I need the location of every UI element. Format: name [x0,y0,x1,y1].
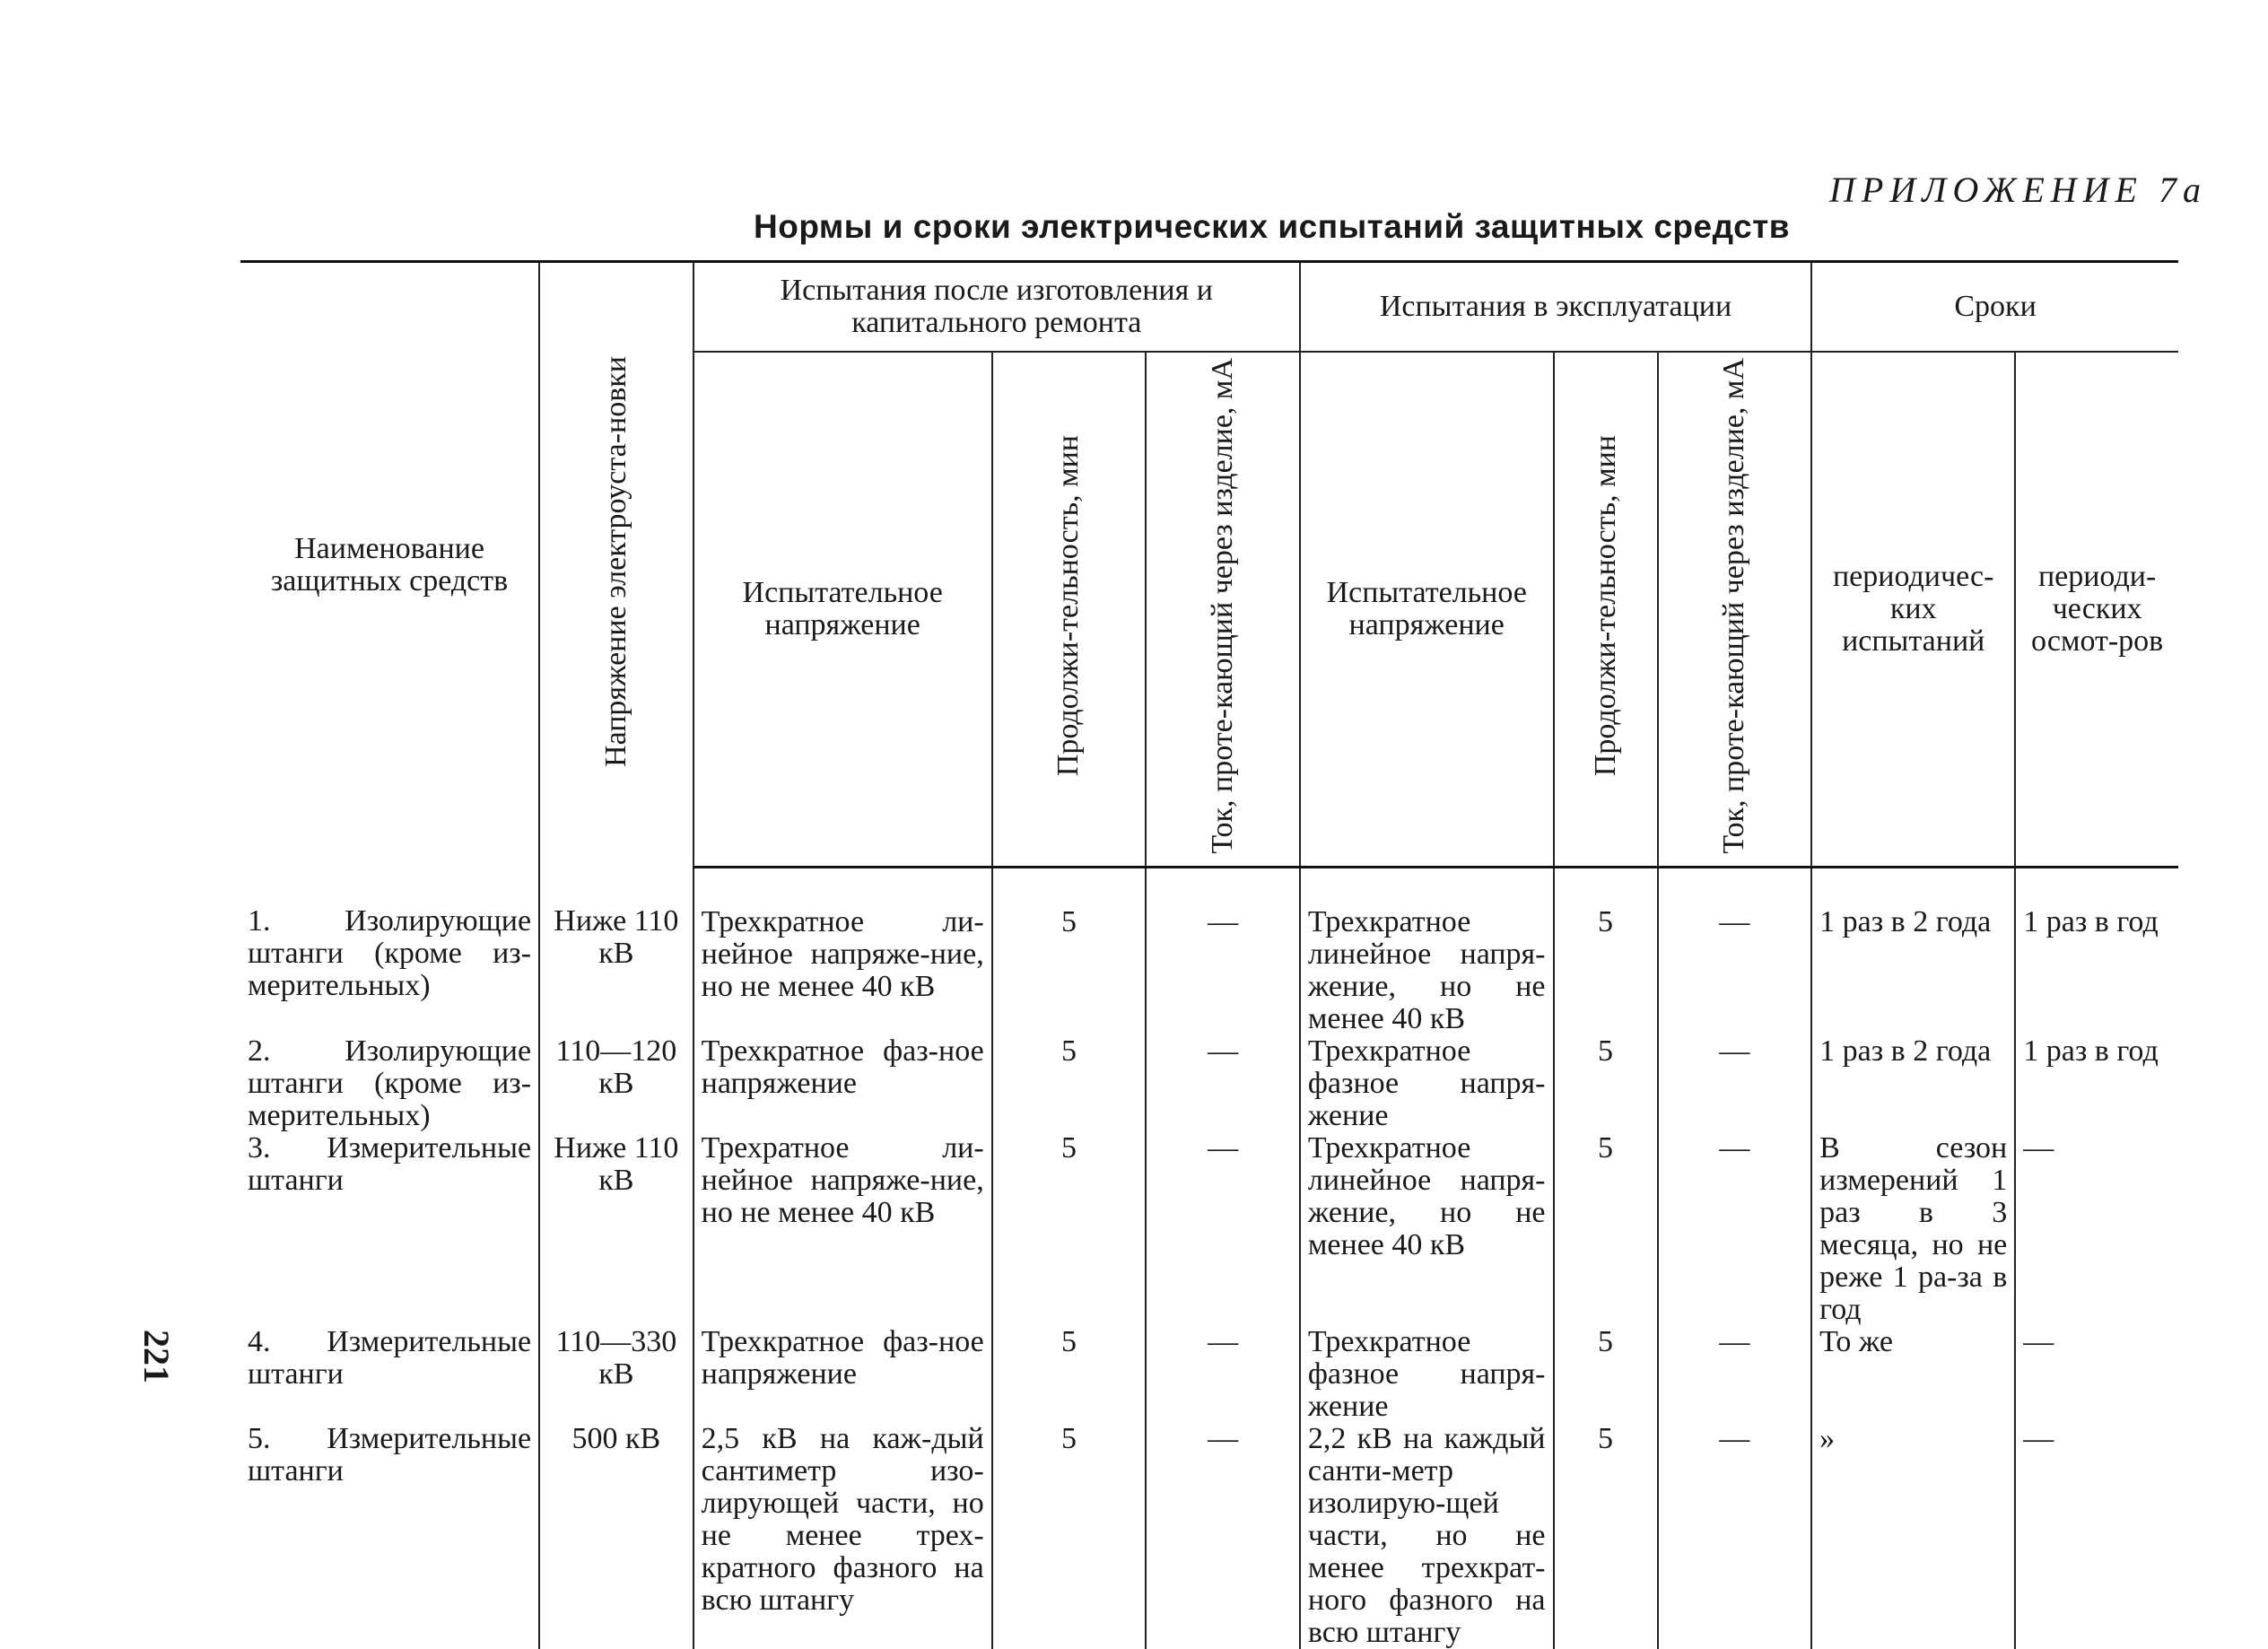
header-group-manufacture: Испытания после изготовления и капитального ремонта [693,262,1300,352]
mfg-voltage-cell: Трехкратное фаз-ное напряжение [693,1326,992,1423]
page-number: 221 [136,1330,177,1383]
op-duration-cell: 5 [1554,1132,1658,1326]
header-op-current [1658,352,1812,868]
mfg-duration-cell: 5 [992,1132,1147,1326]
op-current-cell: — [1658,1132,1812,1326]
header-name: Наименование защитных средств [240,262,539,868]
header-mfg-current-text: Ток, проте-кающий через изделие, мА [1206,357,1240,854]
header-group-terms: Сроки [1811,262,2178,352]
mfg-duration-cell: 5 [992,1423,1147,1649]
table-row [240,868,2178,1036]
appendix-label: ПРИЛОЖЕНИЕ 7а [1829,170,2207,210]
table-row [240,1035,2178,1132]
mfg-duration-cell: 5 [992,1326,1147,1423]
mfg-current-cell: — [1146,1423,1300,1649]
mfg-duration-cell: 5 [992,868,1147,1036]
op-duration-cell: 5 [1554,1326,1658,1423]
header-group-operation: Испытания в эксплуатации [1300,262,1811,352]
op-current-cell: — [1658,1423,1812,1649]
periodic-tests-cell: В сезон измерений 1 раз в 3 месяца, но не реже 1 ра-за в год [1811,1132,2015,1326]
mfg-voltage-cell: Трехратное ли-нейное напряже-ние, но не менее 40 кВ [693,1132,992,1326]
voltage-cell: Ниже 110 кВ [539,868,693,1036]
periodic-tests-cell: 1 раз в 2 года [1811,868,2015,1036]
header-mfg-duration-text: Продолжи-тельность, мин [1051,434,1086,776]
op-duration-cell: 5 [1554,868,1658,1036]
mfg-voltage-cell: Трехкратное фаз-ное напряжение [693,1035,992,1132]
periodic-inspections-cell: 1 раз в год [2015,1035,2178,1132]
periodic-tests-cell: То же [1811,1326,2015,1423]
table-row [240,1423,2178,1649]
test-norms-table [240,260,2178,1649]
header-periodic-inspections: периоди-ческих осмот-ров [2015,352,2178,868]
header-voltage-text: Напряжение электроуста-новки [598,355,632,767]
op-duration-cell: 5 [1554,1423,1658,1649]
mfg-current-cell: — [1146,868,1300,1036]
name-cell: 3. Измерительные штанги [248,1131,532,1198]
op-current-cell: — [1658,868,1812,1036]
mfg-current-cell: — [1146,1035,1300,1132]
periodic-tests-cell: 1 раз в 2 года [1811,1035,2015,1132]
op-voltage-cell: Трехкратное линейное напря-жение, но не менее 40 кВ [1300,868,1554,1036]
header-op-current-text: Ток, проте-кающий через изделие, мА [1717,357,1751,854]
table-body [240,868,2178,1649]
voltage-cell: 110—120 кВ [539,1035,693,1132]
name-cell: 4. Измерительные штанги [248,1325,532,1392]
table-row [240,1326,2178,1423]
header-mfg-test-voltage: Испытательное напряжение [693,352,992,868]
periodic-inspections-cell: 1 раз в год [2015,868,2178,1036]
header-op-test-voltage: Испытательное напряжение [1300,352,1554,868]
periodic-inspections-cell: — [2015,1132,2178,1326]
mfg-current-cell: — [1146,1132,1300,1326]
op-duration-cell: 5 [1554,1035,1658,1132]
header-periodic-tests: периодичес-ких испытаний [1811,352,2015,868]
header-mfg-current [1146,352,1300,868]
voltage-cell: 110—330 кВ [539,1326,693,1423]
mfg-voltage-cell: 2,5 кВ на каж-дый сантиметр изо-лирующей части, но не менее трех-кратного фазного на всю штангу [693,1423,992,1649]
table-row [240,1132,2178,1326]
name-cell: 5. Измерительные штанги [248,1422,532,1488]
periodic-inspections-cell: — [2015,1326,2178,1423]
op-voltage-cell: 2,2 кВ на каждый санти-метр изолирую-щей части, но не менее трехкрат-ного фазного на всю штангу [1300,1423,1554,1649]
header-op-duration-text: Продолжи-тельность, мин [1588,434,1622,776]
periodic-tests-cell: » [1811,1423,2015,1649]
name-cell: 1. Изолирующие штанги (кроме из-мерительных) [248,903,532,1002]
voltage-cell: 500 кВ [539,1423,693,1649]
op-voltage-cell: Трехкратное фазное напря-жение [1300,1326,1554,1423]
op-voltage-cell: Трехкратное линейное напря-жение, но не менее 40 кВ [1300,1132,1554,1326]
mfg-voltage-cell: Трехкратное ли-нейное напряже-ние, но не менее 40 кВ [693,868,992,1036]
page-title: Нормы и сроки электрических испытаний защитных средств [754,208,1791,245]
mfg-current-cell: — [1146,1326,1300,1423]
mfg-duration-cell: 5 [992,1035,1147,1132]
header-voltage [539,262,693,868]
name-cell: 2. Изолирующие штанги (кроме из-мерительных) [248,1034,532,1133]
header-op-duration [1554,352,1658,868]
op-voltage-cell: Трехкратное фазное напря-жение [1300,1035,1554,1132]
voltage-cell: Ниже 110 кВ [539,1132,693,1326]
op-current-cell: — [1658,1326,1812,1423]
periodic-inspections-cell: — [2015,1423,2178,1649]
op-current-cell: — [1658,1035,1812,1132]
header-mfg-duration [992,352,1147,868]
